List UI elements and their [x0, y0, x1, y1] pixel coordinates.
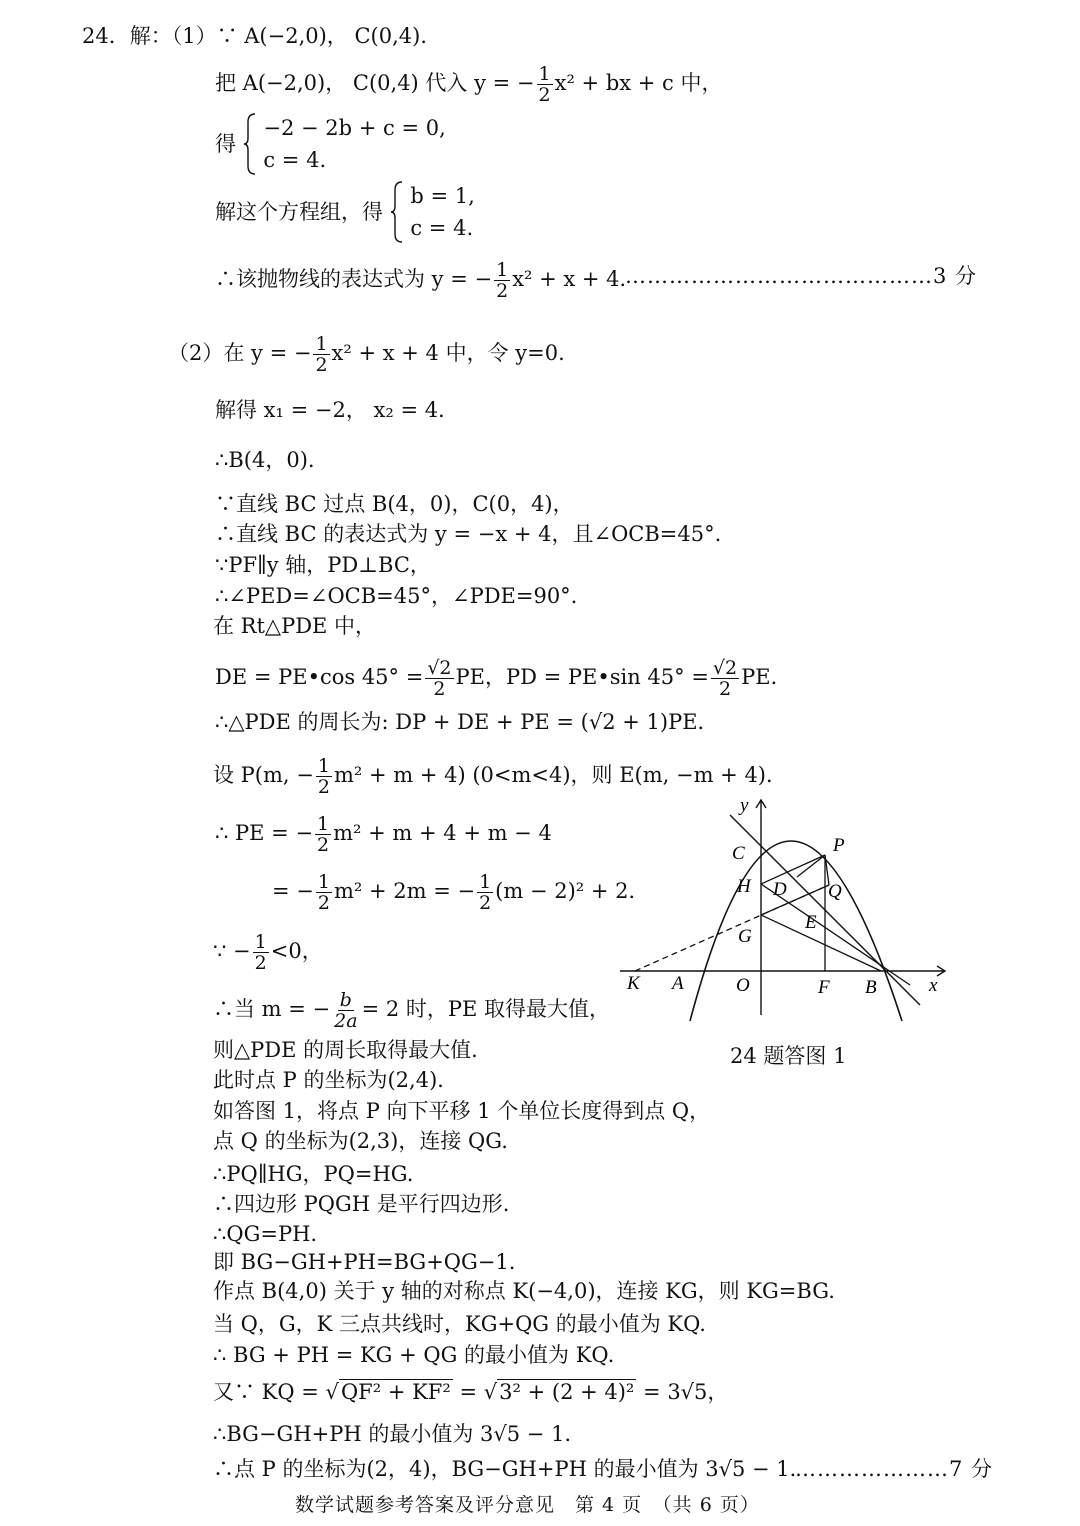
- pe-vertex-line: [272, 872, 650, 913]
- sqrt-symbol: √: [483, 1380, 498, 1404]
- max-text: ∴当 m = −: [213, 997, 331, 1021]
- label-q: Q: [828, 881, 842, 902]
- part2-text-2: x² + x + 4 中，令 y=0.: [331, 341, 565, 365]
- set-p-line: [213, 756, 787, 797]
- roots-line: 解得 x₁ = −2， x₂ = 4．: [215, 398, 460, 422]
- perimeter-max-line: 则△PDE 的周长取得最大值.: [213, 1038, 478, 1062]
- perimeter-line: ∴△PDE 的周长为: DP + DE + PE = (√2 + 1)PE．: [215, 710, 719, 734]
- pd-text: PE，PD = PE•sin 45° =: [455, 665, 709, 689]
- label-p: P: [833, 835, 845, 856]
- minimum-kq-line: ∴ BG + PH = KG + QG 的最小值为 KQ.: [213, 1343, 615, 1367]
- kq-value-line: [213, 1378, 728, 1406]
- frac-den: 2: [315, 354, 328, 376]
- solution-c: c = 4.: [410, 216, 474, 240]
- frac-den: 2a: [334, 1010, 358, 1032]
- solution-b: b = 1,: [410, 184, 475, 208]
- label-c: C: [732, 843, 745, 864]
- fraction-half: [253, 932, 269, 973]
- frac-den: 2: [317, 776, 330, 798]
- frac-num: 1: [317, 755, 330, 777]
- fraction-half: [316, 872, 332, 913]
- dashed-kq: [635, 885, 829, 971]
- final-answer-line: ∴点 P 的坐标为(2，4)，BG−GH+PH 的最小值为 3√5 − 1．: [213, 1457, 811, 1481]
- solution-system: [215, 180, 475, 244]
- negative-coef-line: [213, 932, 323, 973]
- line-bc-line: ∵直线 BC 过点 B(4，0)，C(0，4)，: [215, 492, 574, 516]
- max-text-2: = 2 时，PE 取得最大值，: [361, 997, 611, 1021]
- page-footer: 数学试题参考答案及评分意见 第 4 页 （共 6 页）: [295, 1494, 760, 1516]
- parabola-expression-line: [215, 260, 641, 301]
- frac-num: 1: [479, 871, 492, 893]
- angle-line: ∴∠PED=∠OCB=45°，∠PDE=90°.: [215, 584, 578, 608]
- frac-den: 2: [496, 280, 509, 302]
- frac-num: b: [339, 989, 352, 1011]
- brace-icon: [390, 180, 404, 244]
- pe-text-2: m² + m + 4 + m − 4: [333, 821, 552, 845]
- fraction-b-2a: [332, 990, 359, 1031]
- brace-icon: [243, 112, 257, 176]
- substitution-text: 把 A(−2,0)， C(0,4) 代入 y = −: [215, 71, 535, 95]
- coef-text: ∵ −: [213, 939, 251, 963]
- substitution-line: [215, 64, 723, 105]
- symmetric-point-line: 作点 B(4,0) 关于 y 轴的对称点 K(−4,0)，连接 KG，则 KG=BG.: [213, 1279, 835, 1303]
- vertex-text: = −: [272, 879, 314, 903]
- part2-text: （2）在 y = −: [168, 341, 312, 365]
- point-b-line: ∴B(4，0).: [215, 448, 315, 472]
- fraction-root2: [711, 658, 739, 699]
- label-y: y: [740, 795, 749, 816]
- vertex-text-3: (m − 2)² + 2．: [495, 879, 650, 903]
- label-o: O: [736, 975, 750, 996]
- line-gb: [761, 915, 881, 971]
- system-equations: [263, 112, 445, 176]
- segment-ph: [761, 855, 825, 884]
- set-p-text: 设 P(m, −: [213, 763, 314, 787]
- solve-label: 解这个方程组，得: [215, 200, 383, 224]
- label-f: F: [818, 977, 830, 998]
- equation-1: −2 − 2b + c = 0,: [263, 116, 446, 140]
- q-coordinate-line: 点 Q 的坐标为(2,3)，连接 QG.: [213, 1129, 508, 1153]
- fraction-half: [494, 260, 510, 301]
- frac-num: √2: [712, 657, 738, 679]
- sqrt-numbers: 3² + (2 + 4)²: [499, 1380, 635, 1404]
- parallelogram-line: ∴四边形 PQGH 是平行四边形.: [213, 1192, 510, 1216]
- fraction-half: [313, 334, 329, 375]
- pe-line: [215, 814, 552, 855]
- frac-den: 2: [718, 678, 732, 700]
- translate-line: 如答图 1，将点 P 向下平移 1 个单位长度得到点 Q，: [213, 1099, 711, 1123]
- equation-2: c = 4.: [263, 148, 327, 172]
- fraction-root2: [425, 658, 453, 699]
- equivalence-line: 即 BG−GH+PH=BG+QG−1.: [213, 1250, 516, 1274]
- parallel-line: ∵PF∥y 轴，PD⊥BC，: [215, 553, 431, 577]
- parallel-equal-line: ∴PQ∥HG，PQ=HG.: [213, 1162, 414, 1186]
- frac-num: 1: [317, 871, 330, 893]
- fraction-half: [316, 756, 332, 797]
- frac-den: 2: [317, 892, 330, 914]
- label-g: G: [738, 926, 752, 947]
- qg-ph-line: ∴QG=PH.: [213, 1222, 318, 1246]
- frac-num: 1: [538, 63, 551, 85]
- de-label: 得: [215, 132, 236, 156]
- expr-text: ∴该抛物线的表达式为 y = −: [215, 267, 493, 291]
- pe-text: PE．: [741, 665, 792, 689]
- label-b: B: [865, 977, 877, 998]
- frac-den: 2: [433, 678, 446, 700]
- kq-result: = 3√5，: [643, 1380, 729, 1404]
- sqrt-qf-kf: QF² + KF²: [340, 1380, 451, 1404]
- score-3: ……………………………………3 分: [625, 264, 978, 288]
- fraction-half: [477, 872, 493, 913]
- equals-sign: =: [459, 1380, 478, 1404]
- max-line: [213, 990, 610, 1031]
- label-a: A: [672, 973, 684, 994]
- frac-num: 1: [254, 931, 267, 953]
- frac-den: 2: [254, 952, 267, 974]
- label-e: E: [805, 912, 817, 933]
- fraction-half: [315, 814, 331, 855]
- answer-figure: [615, 795, 955, 1040]
- label-k: K: [627, 973, 640, 994]
- frac-den: 2: [479, 892, 492, 914]
- frac-den: 2: [538, 84, 551, 106]
- fraction-half: [537, 64, 553, 105]
- score-7: …………………7 分: [795, 1457, 994, 1481]
- frac-den: 2: [317, 834, 330, 856]
- figure-caption: 24 题答图 1: [730, 1044, 847, 1068]
- de-pd-line: [215, 658, 792, 699]
- frac-num: √2: [427, 657, 452, 679]
- frac-num: 1: [496, 259, 509, 281]
- triangle-line: 在 Rt△PDE 中，: [213, 614, 377, 638]
- kq-text: 又∵ KQ =: [213, 1380, 319, 1404]
- substitution-text-2: x² + bx + c 中，: [554, 71, 723, 95]
- label-x: x: [929, 975, 938, 996]
- de-text: DE = PE•cos 45° =: [215, 665, 424, 689]
- frac-num: 1: [317, 813, 330, 835]
- pe-text: ∴ PE = −: [215, 821, 314, 845]
- set-p-text-2: m² + m + 4) (0<m<4)，则 E(m, −m + 4)．: [333, 763, 788, 787]
- label-h: H: [737, 876, 751, 897]
- bc-expression-line: ∴直线 BC 的表达式为 y = −x + 4，且∠OCB=45°.: [215, 522, 722, 546]
- coef-text-2: <0，: [270, 939, 323, 963]
- frac-num: 1: [315, 333, 328, 355]
- expr-text-2: x² + x + 4．: [512, 267, 641, 291]
- collinear-line: 当 Q，G，K 三点共线时，KG+QG 的最小值为 KQ.: [213, 1312, 706, 1336]
- sqrt-symbol: √: [325, 1380, 339, 1404]
- system-solutions: [410, 180, 474, 244]
- equation-system-1: [215, 112, 446, 176]
- label-d: D: [773, 879, 787, 900]
- part2-heading: [168, 334, 565, 375]
- problem-heading: 24．解：（1）∵ A(−2,0)， C(0,4)．: [82, 24, 442, 48]
- p-coordinate-line: 此时点 P 的坐标为(2,4)．: [213, 1068, 459, 1092]
- vertex-text-2: m² + 2m = −: [333, 879, 476, 903]
- min-value-line: ∴BG−GH+PH 的最小值为 3√5 − 1．: [213, 1422, 586, 1446]
